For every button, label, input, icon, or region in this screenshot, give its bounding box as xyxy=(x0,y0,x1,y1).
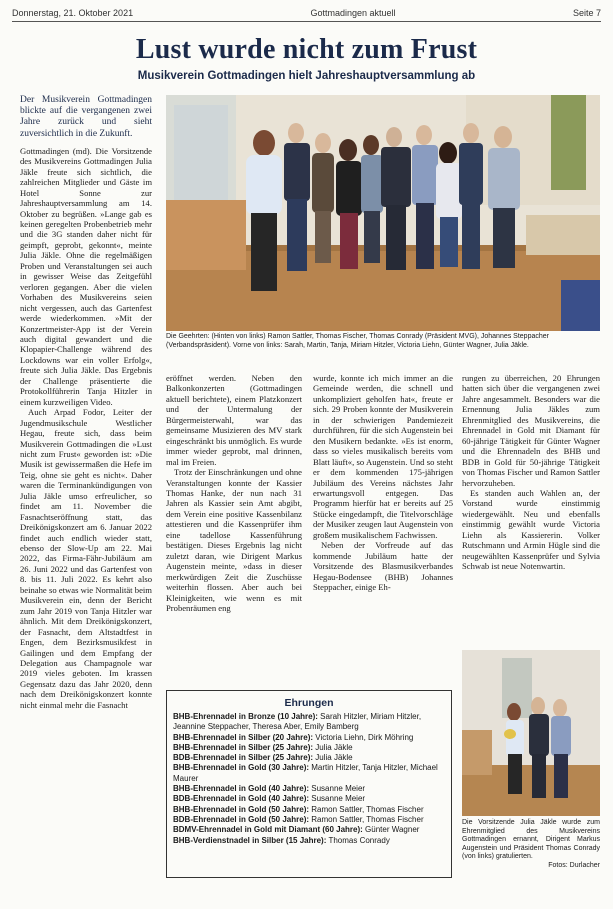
headline: Lust wurde nicht zum Frust xyxy=(135,34,478,65)
honor-names: Susanne Meier xyxy=(311,794,366,804)
honor-names: Ramon Sattler, Thomas Fischer xyxy=(311,814,424,824)
honor-award: BHB-Ehrennadel in Silber (25 Jahre): xyxy=(173,742,314,752)
honorary-member-photo xyxy=(462,650,600,816)
honorary-member-photo-image xyxy=(462,650,600,816)
paragraph: Gottmadingen (md). Die Vorsitzende des Musikvereins Gottmadingen Julia Jäkle freute sich sichtlich, die zahlreichen Mitglieder und Gäste im Hotel Sonne zur Jahreshauptversammlung am 14. Oktober zu begrüßen. »Lange gab es keinen geregelten Probenbetrieb mehr und die 3G standen daher nicht für geimpft, geprobt, gekonnt«, meinte Julia Jäkle. Ohne die regelmäßigen Proben und Veranstaltungen sei auch in gewisser Weise das Zeitgefühl verloren gegangen. Aber die vielen Vorhaben des Musikvereins seien nicht vergessen, auch das Gartenfest werde wiederkommen. »Mit der Konzertmeister-App ist der Verein auch digital gewandert und die Klopapier-Challenge während des Lockdowns war ein voller Erfolg«, freute sich Julia Jäkle. Das Ergebnis der Challenge präsentierte die Protokollführerin Tanja Hitzler in einem kurzweiligen Video. xyxy=(20,145,152,407)
paragraph: Trotz der Einschränkungen und ohne Veranstaltungen konnte der Kassier Thomas Hanke, der nun nach 31 Jahren als Kassier sein Amt abgibt, dem Verein eine positive Kassenbilanz attestieren und die Kassenprüfer ihm eine tadellose Kassenführung bestätigen. Dieses Ergebnis lag nicht zuletzt daran, wie Dirigent Markus Augenstein meinte, »dass in dieser merkwürdigen Zeit die Zuschüsse weiterhin flossen. Aber auch bei Kleinigkeiten, wie wenn es mit Probenräumen eng xyxy=(166,467,302,613)
honor-item xyxy=(173,815,445,825)
honor-names: Julia Jäkle xyxy=(315,753,353,763)
paragraph: rungen zu überreichen, 20 Ehrungen hatten sich über die vergangenen zwei Jahre angesammelt. Besonders war die Ernennung Julia Jäkles zum Ehrenmitglied des Musikvereins, die Ehrennadel in Gold mit Diamant für 60-jährige Tätigkeit für Günter Wagner und die Ehrennadeln des BHB und BDB in Gold für 50-jährige Tätigkeit von Thomas Fischer und Ramon Sattler hervorzuheben. xyxy=(462,373,600,488)
paragraph: wurde, konnte ich mich immer an die Gemeinde werden, die schnell und unkompliziert geholfen hat«, freute er sich. 29 Proben konnte der Musikverein in der schwierigen Pandemiezeit durchführen, für die sich Augenstein bei den Musikern bedankte. »Es ist enorm, dass so vieles musikalisch bereits vom Blatt läuft«, so Augenstein. Und so steht er dem kommenden 175-jährigen Jubiläum des Vereins nächstes Jahr erwartungsvoll entgegen. Das Programm hierfür hat er bereits auf 25 Stücke eingedampft, die Titelvorschläge der Musiker zeugen laut Augenstein von großem musikalischem Fachwissen. xyxy=(313,373,453,540)
group-photo xyxy=(166,95,600,331)
honor-item xyxy=(173,743,445,753)
paragraph: Auch Arpad Fodor, Leiter der Jugendmusikschule Westlicher Hegau, freute sich, dass beim Musikverein Gottmadingen die »Lust nicht zum Frust« geworden ist: »Die Musik ist gewissermaßen die Hefe im Teig, ohne sie geht es nicht«. Daher waren die Terminankündigungen von Julia Jäkle umso erfreulicher, so findet am 11. November die Fasnachtseröffnung statt, das Dreikönigskonzert am 6. Januar 2022 findet auch endlich wieder statt, ebenso der Slow-Up am 22. Mai 2022, das Firma-Fähr-Jubiläum am 26. Juni 2022 und das Gartenfest von 8. bis 11. Juli 2022. Es kehrt also beinahe so etwas wie Normalität beim Musikverein ein, denn der Bericht zum Jahr 2019 von Tanja Hitzler war ähnlich. Mit dem Dreikönigskonzert, der Fasnacht, dem Altstadtfest in Engen, dem Bezirksmusikfest in Gailingen und dem Empfang der Delegation aus Champagnole war 2019 vieles geboten. Im krassen Gegensatz dazu das Jahr 2020, denn nach dem Dreikönigskonzert konnte nicht einmal mehr die Fasnacht xyxy=(20,407,152,710)
honor-names: Susanne Meier xyxy=(311,784,366,794)
honor-item xyxy=(173,733,445,743)
honor-names: Victoria Liehn, Dirk Möhring xyxy=(315,732,414,742)
honor-item xyxy=(173,836,445,846)
honor-item xyxy=(173,784,445,794)
honor-award: BDB-Ehrennadel in Silber (25 Jahre): xyxy=(173,753,314,763)
honor-award: BHB-Ehrennadel in Gold (50 Jahre): xyxy=(173,804,310,814)
honors-title: Ehrungen xyxy=(284,697,334,709)
honors-box xyxy=(166,690,452,878)
issue-date: Donnerstag, 21. Oktober 2021 xyxy=(12,8,134,18)
honor-names: Ramon Sattler, Thomas Fischer xyxy=(311,804,424,814)
honor-names: Günter Wagner xyxy=(365,825,420,835)
honor-award: BHB-Verdienstnadel in Silber (15 Jahre): xyxy=(173,835,327,845)
honor-award: BHB-Ehrennadel in Bronze (10 Jahre): xyxy=(173,712,318,721)
honor-item xyxy=(173,825,445,835)
honor-names: Thomas Conrady xyxy=(328,835,390,845)
lead-paragraph: Der Musikverein Gottmadingen blickte auf die vergangenen zwei Jahre zurück und sieht zuversichtlich in die Zukunft. xyxy=(20,95,152,139)
honor-item xyxy=(173,712,445,733)
page-header xyxy=(12,6,601,20)
subheadline: Musikverein Gottmadingen hielt Jahreshauptversammlung ab xyxy=(137,70,476,82)
honor-award: BHB-Ehrennadel in Gold (40 Jahre): xyxy=(173,784,310,794)
honor-names: Julia Jäkle xyxy=(315,742,353,752)
text-column-1 xyxy=(20,95,152,710)
honor-award: BHB-Ehrennadel in Silber (20 Jahre): xyxy=(173,732,314,742)
honor-award: BDMV-Ehrennadel in Gold mit Diamant (60 Jahre): xyxy=(173,825,363,835)
text-column-3 xyxy=(313,373,453,593)
honor-names: Martin Hitzler, Tanja Hitzler, Michael Maurer xyxy=(173,763,438,783)
honor-award: BDB-Ehrennadel in Gold (40 Jahre): xyxy=(173,794,310,804)
header-rule xyxy=(12,21,601,22)
honor-award: BHB-Ehrennadel in Gold (30 Jahre): xyxy=(173,763,310,773)
honor-item xyxy=(173,794,445,804)
photo-credit: Fotos: Durlacher xyxy=(548,861,600,869)
honor-names: Sarah Hitzler, Miriam Hitzler, Jeannine Steppacher, Theresa Aber, Emily Bamberg xyxy=(173,712,422,732)
text-column-2 xyxy=(166,373,302,613)
group-photo-image xyxy=(166,95,600,331)
paragraph: Es standen auch Wahlen an, der Vorstand wurde einstimmig wiedergewählt. Neu und ebenfalls einstimmig gewählt wurde Victoria Liehn als Kassiererin. Volker Rutschmann und Armin Hügle sind die neugewählten Kassenprüfer und Sylvia Schwab ist neue Notenwartin. xyxy=(462,487,600,572)
photo-caption-2 xyxy=(462,819,600,870)
honors-list xyxy=(173,712,445,846)
page-number: Seite 7 xyxy=(572,8,601,18)
publication-name: Gottmadingen aktuell xyxy=(310,8,396,18)
paragraph: Neben der Vorfreude auf das kommende Jubiläum hatte der Vorsitzende des Blasmusikverbandes Hegau-Bodensee (BHB) Johannes Steppacher, einige Eh- xyxy=(313,540,453,593)
honor-award: BDB-Ehrennadel in Gold (50 Jahre): xyxy=(173,814,310,824)
honor-item xyxy=(173,763,445,784)
photo-caption-1: Die Geehrten: (Hinten von links) Ramon Sattler, Thomas Fischer, Thomas Conrady (Präsident MVG), Johannes Steppacher (Verbandspräsident). Vorne von links: Sarah, Martin, Tanja, Miriam Hitzler, Victoria Liehn, Günter Wagner, Julia Jäkle. xyxy=(166,333,549,349)
paragraph: eröffnet werden. Neben den Balkonkonzerten (Gottmadingen aktuell berichtete), einem Platzkonzert und der Untermalung der Bürgermeisterwahl, war das gemeinsame Musizieren des MV stark eingeschränkt bis unmöglich. Es wurde immer wieder geprobt, mal drinnen, mal im Freien. xyxy=(166,373,302,467)
text-column-4 xyxy=(462,373,600,572)
caption-text: Die Vorsitzende Julia Jäkle wurde zum Ehrenmitglied des Musikvereins Gottmadingen ernannt, Dirigent Markus Augenstein und Präsident Thomas Conrady (von links) gratulierten. xyxy=(462,819,600,860)
honor-item xyxy=(173,753,445,763)
honor-item xyxy=(173,805,445,815)
